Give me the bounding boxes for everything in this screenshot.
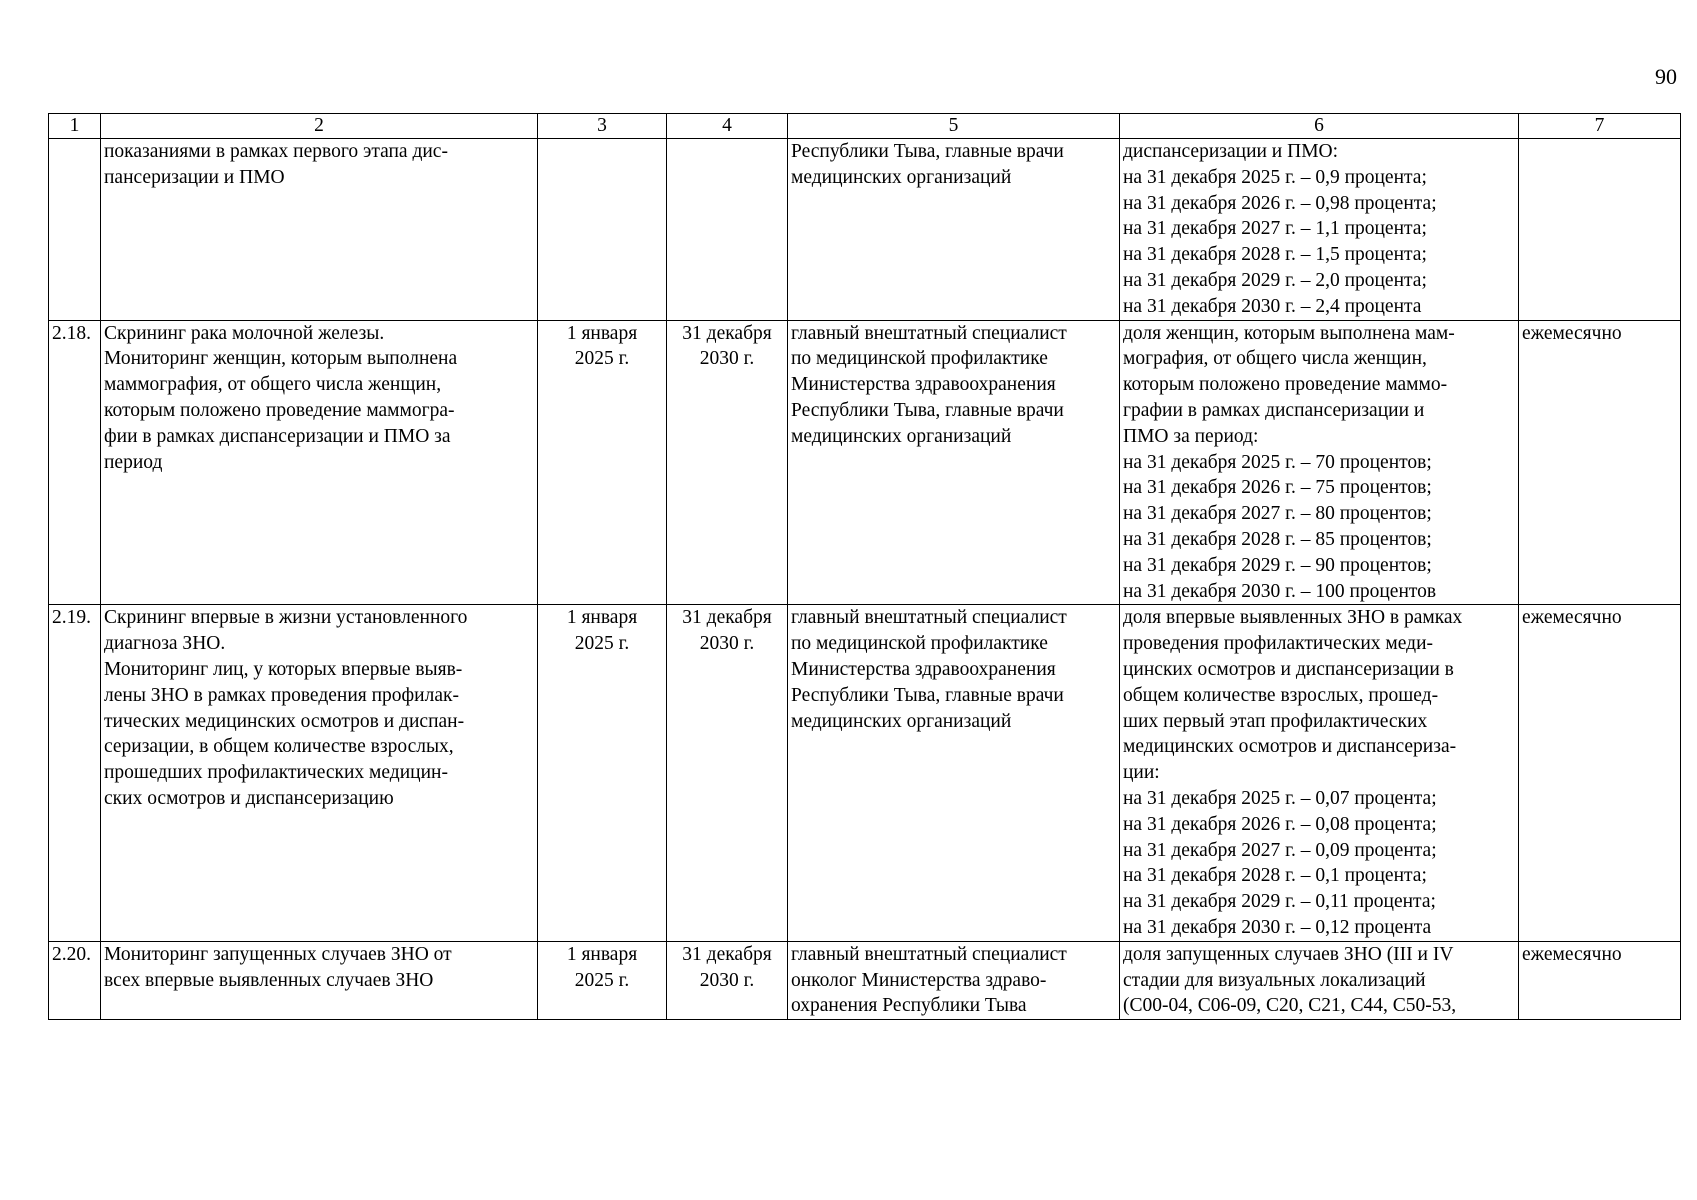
table-row [49, 320, 1681, 605]
text-line: проведения профилактических меди- [1123, 633, 1434, 655]
text-line: цинских осмотров и диспансеризации в [1123, 658, 1454, 680]
text-line: ПМО за период: [1123, 425, 1259, 447]
text-line: 1 января [566, 322, 638, 344]
text-line: на 31 декабря 2029 г. – 90 процентов; [1123, 554, 1432, 576]
text-line: медицинских организаций [791, 425, 1012, 447]
text-line: всех впервые выявленных случаев ЗНО [104, 969, 434, 991]
column-number-row [49, 114, 1681, 139]
text-line: Мониторинг запущенных случаев ЗНО от [104, 943, 452, 965]
text-line: Республики Тыва, главные врачи [791, 141, 1064, 162]
column-header: 5 [788, 114, 1120, 139]
column-header: 7 [1519, 114, 1681, 139]
action-cell [101, 941, 538, 1019]
responsible-cell [788, 139, 1120, 321]
text-line: 2030 г. [699, 633, 755, 655]
action-cell [101, 139, 538, 321]
text-line: на 31 декабря 2027 г. – 0,09 процента; [1123, 839, 1437, 861]
text-line: Министерства здравоохранения [791, 374, 1056, 396]
text-line: которым положено проведение маммогра- [104, 399, 455, 421]
end-date-cell [667, 941, 788, 1019]
frequency-cell: ежемесячно [1519, 320, 1681, 605]
text-line: серизации, в общем количестве взрослых, [104, 736, 454, 758]
action-cell [101, 320, 538, 605]
column-header: 6 [1120, 114, 1519, 139]
text-line: которым положено проведение маммо- [1123, 374, 1448, 396]
text-line: на 31 декабря 2030 г. – 2,4 процента [1123, 295, 1422, 317]
text-line: на 31 декабря 2026 г. – 0,98 процента; [1123, 192, 1437, 214]
table-row [49, 605, 1681, 941]
frequency-cell: ежемесячно [1519, 605, 1681, 941]
text-line: пансеризации и ПМО [104, 166, 285, 188]
text-line: диагноза ЗНО. [104, 633, 226, 655]
indicator-cell [1120, 941, 1519, 1019]
start-date-cell [538, 941, 667, 1019]
text-line: показаниями в рамках первого этапа дис- [104, 141, 448, 162]
text-line: главный внештатный специалист [791, 943, 1067, 965]
text-line: 2025 г. [574, 969, 630, 991]
start-date-cell [538, 605, 667, 941]
end-date-cell [667, 139, 788, 321]
text-line: Скрининг впервые в жизни установленного [104, 607, 468, 629]
text-line: ших первый этап профилактических [1123, 710, 1428, 732]
text-line: на 31 декабря 2026 г. – 75 процентов; [1123, 477, 1432, 499]
row-number-cell: 2.19. [49, 605, 101, 941]
start-date-cell [538, 139, 667, 321]
text-line: главный внештатный специалист [791, 607, 1067, 629]
text-line: тических медицинских осмотров и диспан- [104, 710, 465, 732]
text-line: период [104, 451, 163, 473]
text-line: 31 декабря [682, 322, 772, 344]
action-cell [101, 605, 538, 941]
text-line: на 31 декабря 2028 г. – 85 процентов; [1123, 528, 1432, 550]
responsible-cell [788, 605, 1120, 941]
text-line: на 31 декабря 2028 г. – 1,5 процента; [1123, 244, 1427, 266]
text-line: на 31 декабря 2025 г. – 70 процентов; [1123, 451, 1432, 473]
indicator-cell [1120, 320, 1519, 605]
page-number: 90 [1655, 64, 1677, 89]
text-line: медицинских осмотров и диспансериза- [1123, 736, 1457, 758]
column-header: 4 [667, 114, 788, 139]
text-line: на 31 декабря 2025 г. – 0,07 процента; [1123, 787, 1437, 809]
text-line: маммография, от общего числа женщин, [104, 374, 442, 396]
text-line: Республики Тыва, главные врачи [791, 684, 1064, 706]
text-line: Республики Тыва, главные врачи [791, 399, 1064, 421]
text-line: прошедших профилактических медицин- [104, 762, 448, 784]
row-number-cell: 2.20. [49, 941, 101, 1019]
text-line: медицинских организаций [791, 166, 1012, 188]
text-line: общем количестве взрослых, прошед- [1123, 684, 1439, 706]
text-line: Мониторинг лиц, у которых впервые выяв- [104, 658, 463, 680]
frequency-cell [1519, 139, 1681, 321]
text-line: Мониторинг женщин, которым выполнена [104, 348, 458, 370]
column-header: 3 [538, 114, 667, 139]
text-line: на 31 декабря 2028 г. – 0,1 процента; [1123, 865, 1427, 887]
row-number-cell: 2.18. [49, 320, 101, 605]
text-line: лены ЗНО в рамках проведения профилак- [104, 684, 459, 706]
text-line: стадии для визуальных локализаций [1123, 969, 1426, 991]
text-line: (C00-04, C06-09, C20, C21, C44, C50-53, [1123, 995, 1457, 1017]
text-line: 1 января [566, 607, 638, 629]
text-line: 31 декабря [682, 943, 772, 965]
table-body [49, 139, 1681, 1020]
text-line: на 31 декабря 2026 г. – 0,08 процента; [1123, 813, 1437, 835]
text-line: 2030 г. [699, 348, 755, 370]
text-line: доля впервые выявленных ЗНО в рамках [1123, 607, 1463, 629]
text-line: 2025 г. [574, 348, 630, 370]
text-line: охранения Республики Тыва [791, 995, 1027, 1017]
indicator-cell [1120, 605, 1519, 941]
end-date-cell [667, 605, 788, 941]
text-line: на 31 декабря 2027 г. – 80 процентов; [1123, 503, 1432, 525]
text-line: доля женщин, которым выполнена мам- [1123, 322, 1455, 344]
text-line: ции: [1123, 762, 1160, 784]
text-line: 1 января [566, 943, 638, 965]
column-header: 1 [49, 114, 101, 139]
text-line: на 31 декабря 2030 г. – 100 процентов [1123, 580, 1437, 602]
responsible-cell [788, 941, 1120, 1019]
text-line: фии в рамках диспансеризации и ПМО за [104, 425, 451, 447]
plan-table [48, 113, 1681, 1020]
text-line: ских осмотров и диспансеризацию [104, 787, 394, 809]
text-line: 31 декабря [682, 607, 772, 629]
text-line: на 31 декабря 2029 г. – 0,11 процента; [1123, 891, 1436, 913]
text-line: онколог Министерства здраво- [791, 969, 1047, 991]
table-row [49, 139, 1681, 321]
text-line: на 31 декабря 2027 г. – 1,1 процента; [1123, 218, 1427, 240]
indicator-cell [1120, 139, 1519, 321]
row-number-cell [49, 139, 101, 321]
text-line: главный внештатный специалист [791, 322, 1067, 344]
responsible-cell [788, 320, 1120, 605]
text-line: на 31 декабря 2030 г. – 0,12 процента [1123, 916, 1432, 938]
text-line: 2030 г. [699, 969, 755, 991]
text-line: мография, от общего числа женщин, [1123, 348, 1427, 370]
text-line: графии в рамках диспансеризации и [1123, 399, 1425, 421]
end-date-cell [667, 320, 788, 605]
text-line: диспансеризации и ПМО: [1123, 141, 1339, 162]
text-line: на 31 декабря 2029 г. – 2,0 процента; [1123, 269, 1427, 291]
text-line: по медицинской профилактике [791, 348, 1048, 370]
text-line: 2025 г. [574, 633, 630, 655]
table-row [49, 941, 1681, 1019]
text-line: Скрининг рака молочной железы. [104, 322, 385, 344]
text-line: доля запущенных случаев ЗНО (III и IV [1123, 943, 1454, 965]
frequency-cell: ежемесячно [1519, 941, 1681, 1019]
text-line: медицинских организаций [791, 710, 1012, 732]
text-line: на 31 декабря 2025 г. – 0,9 процента; [1123, 166, 1427, 188]
column-header: 2 [101, 114, 538, 139]
start-date-cell [538, 320, 667, 605]
text-line: Министерства здравоохранения [791, 658, 1056, 680]
text-line: по медицинской профилактике [791, 633, 1048, 655]
